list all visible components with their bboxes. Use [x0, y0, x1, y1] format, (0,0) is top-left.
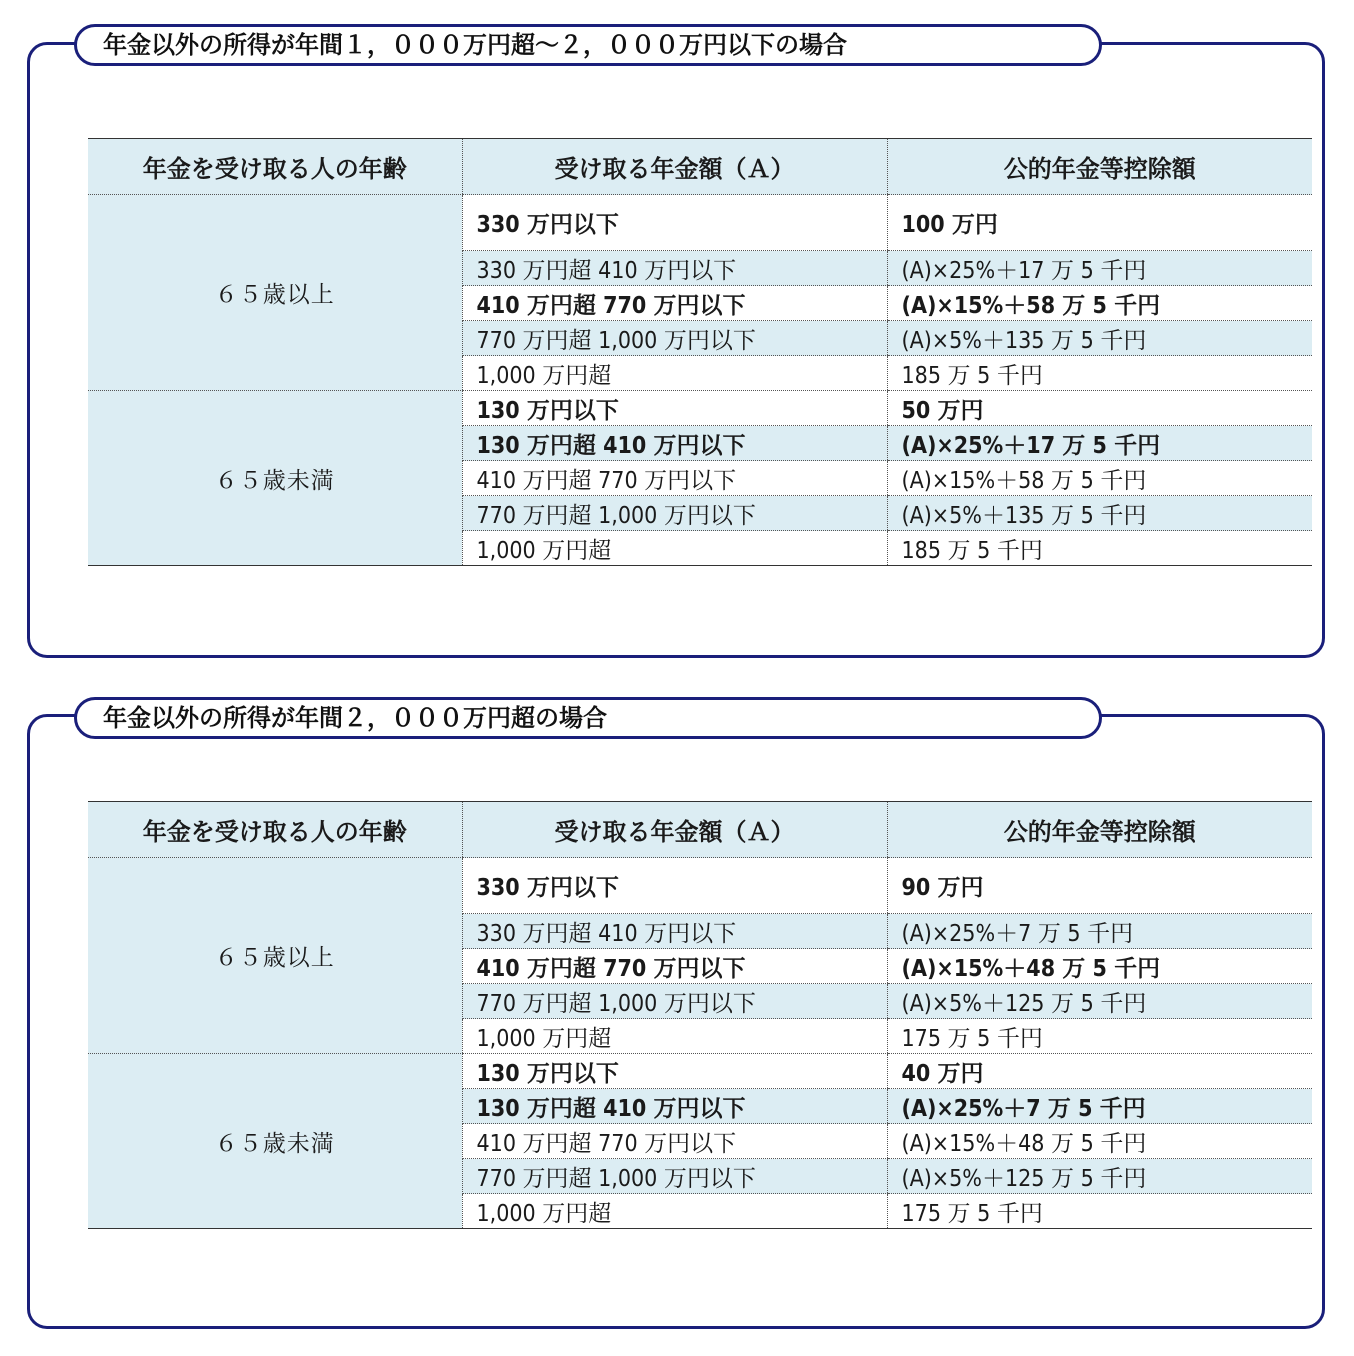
amount-cell: 1,000 万円超 [462, 356, 887, 391]
deduction-cell: (A)×25%＋7 万 5 千円 [887, 914, 1312, 949]
deduction-cell: 40 万円 [887, 1054, 1312, 1089]
amount-cell: 770 万円超 1,000 万円以下 [462, 1159, 887, 1194]
deduction-cell: 185 万 5 千円 [887, 356, 1312, 391]
deduction-cell: 185 万 5 千円 [887, 531, 1312, 566]
header-amount: 受け取る年金額（Ａ） [462, 802, 887, 858]
deduction-cell: 50 万円 [887, 391, 1312, 426]
deduction-cell: (A)×5%＋135 万 5 千円 [887, 496, 1312, 531]
deduction-cell: (A)×5%＋125 万 5 千円 [887, 984, 1312, 1019]
amount-cell: 770 万円超 1,000 万円以下 [462, 321, 887, 356]
deduction-cell: (A)×25%＋7 万 5 千円 [887, 1089, 1312, 1124]
deduction-cell: (A)×15%＋58 万 5 千円 [887, 286, 1312, 321]
table-row [88, 1054, 1312, 1089]
amount-cell: 130 万円以下 [462, 1054, 887, 1089]
amount-cell: 1,000 万円超 [462, 1194, 887, 1229]
deduction-cell: (A)×25%＋17 万 5 千円 [887, 426, 1312, 461]
age-cell-65-under: ６５歳未満 [88, 1054, 462, 1229]
age-cell-65-under: ６５歳未満 [88, 391, 462, 566]
age-cell-65-over: ６５歳以上 [88, 195, 462, 391]
table-row [88, 858, 1312, 914]
amount-cell: 330 万円超 410 万円以下 [462, 251, 887, 286]
deduction-cell: 175 万 5 千円 [887, 1194, 1312, 1229]
amount-cell: 1,000 万円超 [462, 531, 887, 566]
header-deduction: 公的年金等控除額 [887, 139, 1312, 195]
table-header-row [88, 139, 1312, 195]
header-deduction: 公的年金等控除額 [887, 802, 1312, 858]
header-amount: 受け取る年金額（Ａ） [462, 139, 887, 195]
header-age: 年金を受け取る人の年齢 [88, 802, 462, 858]
amount-cell: 770 万円超 1,000 万円以下 [462, 496, 887, 531]
deduction-cell: (A)×5%＋125 万 5 千円 [887, 1159, 1312, 1194]
deduction-table-1 [88, 138, 1312, 566]
amount-cell: 410 万円超 770 万円以下 [462, 461, 887, 496]
deduction-cell: 100 万円 [887, 195, 1312, 251]
section-2-title: 年金以外の所得が年間２，０００万円超の場合 [74, 697, 1102, 739]
deduction-cell: (A)×15%＋48 万 5 千円 [887, 949, 1312, 984]
amount-cell: 130 万円超 410 万円以下 [462, 426, 887, 461]
table-row [88, 195, 1312, 251]
deduction-cell: 90 万円 [887, 858, 1312, 914]
amount-cell: 410 万円超 770 万円以下 [462, 1124, 887, 1159]
amount-cell: 330 万円以下 [462, 195, 887, 251]
deduction-cell: (A)×15%＋48 万 5 千円 [887, 1124, 1312, 1159]
section-1-title: 年金以外の所得が年間１，０００万円超～２，０００万円以下の場合 [74, 24, 1102, 66]
deduction-cell: (A)×15%＋58 万 5 千円 [887, 461, 1312, 496]
amount-cell: 1,000 万円超 [462, 1019, 887, 1054]
amount-cell: 330 万円超 410 万円以下 [462, 914, 887, 949]
amount-cell: 410 万円超 770 万円以下 [462, 286, 887, 321]
table-row [88, 391, 1312, 426]
amount-cell: 130 万円以下 [462, 391, 887, 426]
deduction-cell: (A)×5%＋135 万 5 千円 [887, 321, 1312, 356]
amount-cell: 330 万円以下 [462, 858, 887, 914]
amount-cell: 130 万円超 410 万円以下 [462, 1089, 887, 1124]
table-header-row [88, 802, 1312, 858]
header-age: 年金を受け取る人の年齢 [88, 139, 462, 195]
deduction-table-2 [88, 801, 1312, 1229]
deduction-cell: 175 万 5 千円 [887, 1019, 1312, 1054]
amount-cell: 770 万円超 1,000 万円以下 [462, 984, 887, 1019]
amount-cell: 410 万円超 770 万円以下 [462, 949, 887, 984]
age-cell-65-over: ６５歳以上 [88, 858, 462, 1054]
deduction-cell: (A)×25%＋17 万 5 千円 [887, 251, 1312, 286]
